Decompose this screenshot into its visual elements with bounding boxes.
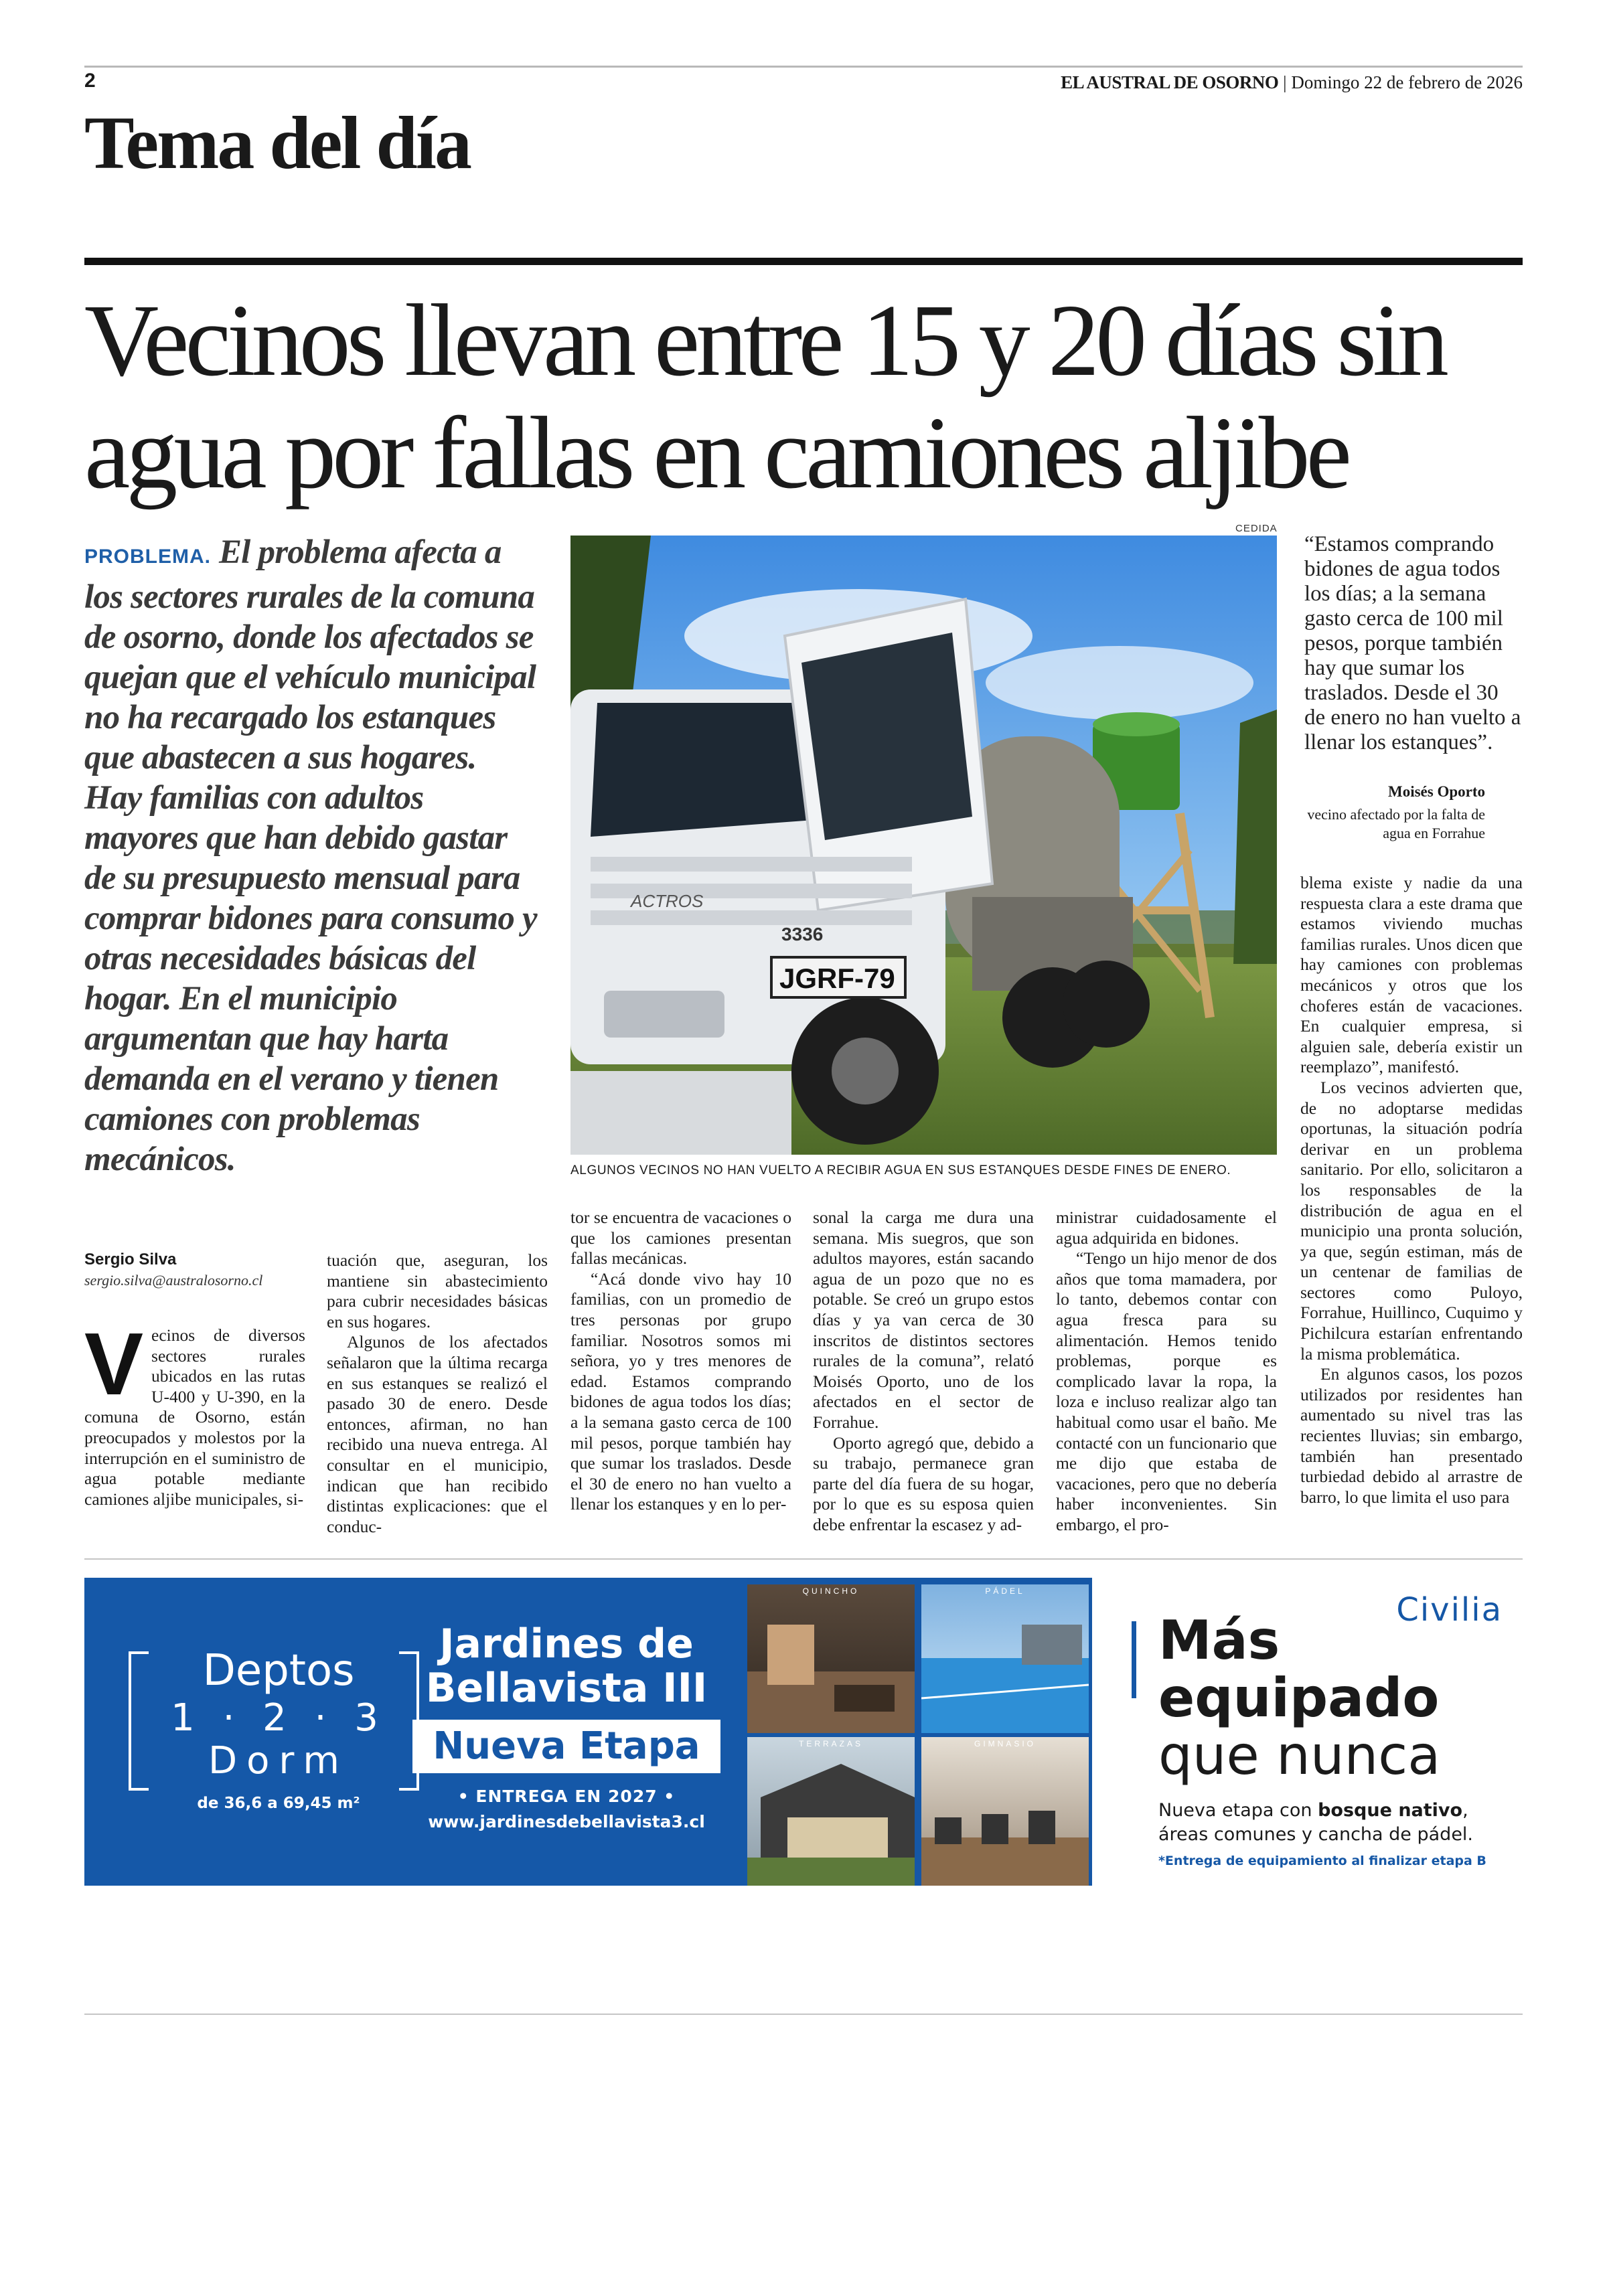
body-column-5 (1056, 1208, 1277, 1536)
desc-bold: bosque nativo (1318, 1800, 1463, 1821)
article-lead (84, 532, 540, 1179)
photo-caption: ALGUNOS VECINOS NO HAN VUELTO A RECIBIR AGUA EN SUS ESTANQUES DESDE FINES DE ENERO. (570, 1163, 1231, 1177)
paragraph: blema existe y nadie da una respuesta clara a este drama que estamos viviendo muchas familias rurales. Unos dicen que hay camiones con problemas mecánicos y otros que los choferes están de vacaciones. En cualquier empresa, si alguien sale, debería existir un reemplazo”, manifestó. (1300, 873, 1523, 1077)
deptos-block (151, 1645, 406, 1812)
paragraph: ecinos de diversos sectores rurales ubicados en las rutas U-400 y U-390, en la comuna de Osorno, están preocupados y molestos por la interrupción en el suministro de agua potable mediante camiones aljibe municipales, si- (84, 1325, 305, 1509)
ad-jardines-bellavista[interactable] (84, 1578, 1092, 1886)
civilia-logo: Civilia (1396, 1591, 1503, 1629)
body-column-4 (813, 1208, 1034, 1536)
tile-label: GIMNASIO (974, 1739, 1036, 1748)
headline-line-2: agua por fallas en camiones aljibe (84, 396, 1348, 510)
tile-gimnasio (921, 1737, 1089, 1886)
tile-quincho (747, 1584, 915, 1733)
body-column-1 (84, 1315, 305, 1509)
dorm-numbers: 1 · 2 · 3 (171, 1696, 386, 1740)
paragraph: “Tengo un hijo menor de dos años que toma mamadera, por lo tanto, debemos contar con agua fresca para su alimentación. Hemos tenido problemas, porque es complicado lavar la ropa, la loza e incluso realizar algo tan habitual como usar el baño. Me contacté con un funcionario que me dijo que estaba de vacaciones, pero que no debería haber inconvenientes. Sin embargo, el pro- (1056, 1248, 1277, 1534)
author-email[interactable]: sergio.silva@australosorno.cl (84, 1272, 263, 1289)
paragraph: “Acá donde vivo hay 10 familias, con un promedio de tres personas por grupo familiar. Nosotros somos mi señora, yo y tres menores de edad. Estamos comprando bidones de agua todos los días; a la semana gasto cerca de 100 mil pesos, porque también hay que sumar los traslados. Desde el 30 de enero no han vuelto a llenar los estanques y en lo per- (570, 1268, 791, 1514)
masthead: EL AUSTRAL DE OSORNO | Domingo 22 de febrero de 2026 (1061, 72, 1523, 92)
dorm-label: Dorm (208, 1739, 349, 1783)
civilia-headline-1: Más (1158, 1609, 1280, 1671)
paragraph: tuación que, aseguran, los mantiene sin abastecimiento para cubrir necesidades básicas en sus hogares. (327, 1250, 548, 1331)
section-rule (84, 258, 1523, 265)
deptos-label: Deptos (202, 1646, 355, 1696)
page-number: 2 (84, 70, 96, 92)
civilia-description (1158, 1799, 1520, 1847)
padel-court-image (921, 1584, 1089, 1733)
tile-terrazas (747, 1737, 915, 1886)
paragraph: Oporto agregó que, debido a su trabajo, permanece gran parte del día fuera de su hogar, por lo que es su esposa quien debe enfrentar la escasez y ad- (813, 1432, 1034, 1534)
byline: Sergio Silva (84, 1250, 177, 1268)
paragraph: Algunos de los afectados señalaron que la última recarga en sus estanques se realizó el pasado 30 de enero. Desde entonces, afirman, no han recibido una nueva entrega. Al consultar en el municipio, indican que han recibido distintas explicaciones: que el conduc- (327, 1332, 548, 1536)
accent-bar (1132, 1621, 1136, 1698)
article-photo (570, 536, 1277, 1155)
pull-quote: “Estamos comprando bidones de agua todos los días; a la semana gasto cerca de 100 mil pesos, porque también hay que sumar los traslados. Desde el 30 de enero no han vuelto a llenar los estanques”. (1304, 532, 1521, 754)
bottom-rule (84, 2014, 1523, 2015)
pull-quote-author: Moisés Oporto (1387, 783, 1485, 800)
civilia-footnote: *Entrega de equipamiento al finalizar etapa B (1158, 1854, 1486, 1868)
publication-name: EL AUSTRAL DE OSORNO (1061, 72, 1279, 92)
quincho-image (747, 1584, 915, 1733)
headline-line-1: Vecinos llevan entre 15 y 20 días sin (84, 284, 1445, 398)
tile-label: TERRAZAS (798, 1739, 863, 1748)
desc-post: , áreas comunes y cancha de pádel. (1158, 1800, 1474, 1845)
paragraph: En algunos casos, los pozos utilizados por residentes han aumentado su nivel tras las recientes lluvias; sin embargo, también han presentado turbiedad debido al arrastre de barro, lo que limita el uso para (1300, 1364, 1523, 1507)
drop-cap: V (84, 1315, 144, 1413)
lead-kicker: PROBLEMA. (84, 546, 211, 568)
truck-model: 3336 (781, 924, 824, 945)
ad-civilia[interactable] (1132, 1578, 1523, 1886)
paragraph: ministrar cuidadosamente el agua adquirida en bidones. (1056, 1208, 1277, 1248)
paragraph: Los vecinos advierten que, de no adoptarse medidas oportunas, la situación podría derivar en un problema sanitario. Por ello, solicitaron a los responsables de la distribución de agua en el municipio una pronta solución, ya que, según estiman, más de un centenar de familias de sectores como Puloyo, Forrahue, Huillinco, Cuquimo y Pichilcura estarían enfrentando la misma problemática. (1300, 1077, 1523, 1364)
tile-label: QUINCHO (802, 1586, 860, 1596)
area-range: de 36,6 a 69,45 m² (197, 1795, 360, 1812)
civilia-headline-2: equipado (1158, 1667, 1440, 1729)
paragraph: tor se encuentra de vacaciones o que los camiones presentan fallas mecánicas. (570, 1208, 791, 1268)
tile-padel (921, 1584, 1089, 1733)
body-column-2 (327, 1250, 548, 1537)
lead-text: El problema afecta a los sectores rurales de la comuna de osorno, donde los afectados se quejan que el vehículo municipal no ha recargado los estanques que abastecen a sus hogares. Hay familias con adultos mayores que han debido gastar de su presupuesto mensual para comprar bidones para consumo y otras necesidades básicas del hogar. En el municipio argumentan que hay harta demanda en el verano y tienen camiones con problemas mecánicos. (84, 534, 537, 1178)
top-rule (84, 66, 1523, 68)
section-title: Tema del día (84, 102, 470, 185)
photo-credit: CEDIDA (1235, 523, 1278, 534)
issue-date: Domingo 22 de febrero de 2026 (1291, 72, 1523, 92)
water-truck-illustration (570, 536, 1277, 1155)
gym-image (921, 1737, 1089, 1886)
tile-label: PÁDEL (985, 1586, 1025, 1596)
terrazas-image (747, 1737, 915, 1886)
project-name: Jardines de Bellavista III (425, 1621, 708, 1712)
project-website[interactable]: www.jardinesdebellavista3.cl (428, 1812, 705, 1831)
civilia-headline-3: que nunca (1158, 1724, 1441, 1787)
desc-pre: Nueva etapa con (1158, 1800, 1318, 1821)
paragraph: sonal la carga me dura una semana. Mis suegros, que son adultos mayores, están sacando agua de un pozo que no es potable. Se creó un grupo estos días y ya van cerca de 30 inscritos de distintos sectores rurales de la comuna”, relató Moisés Oporto, uno de los afectados en el sector de Forrahue. (813, 1208, 1034, 1432)
body-column-6 (1300, 873, 1523, 1507)
delivery-label: • ENTREGA EN 2027 • (457, 1787, 676, 1806)
pull-quote-role: vecino afectado por la falta de agua en Forrahue (1307, 806, 1485, 841)
ad-separator (84, 1558, 1523, 1560)
body-column-3 (570, 1208, 791, 1515)
article-headline (84, 284, 1523, 509)
stage-label: Nueva Etapa (412, 1720, 720, 1773)
truck-plate: JGRF-79 (779, 963, 895, 994)
bracket-left (129, 1651, 149, 1791)
truck-brand: ACTROS (631, 891, 704, 911)
